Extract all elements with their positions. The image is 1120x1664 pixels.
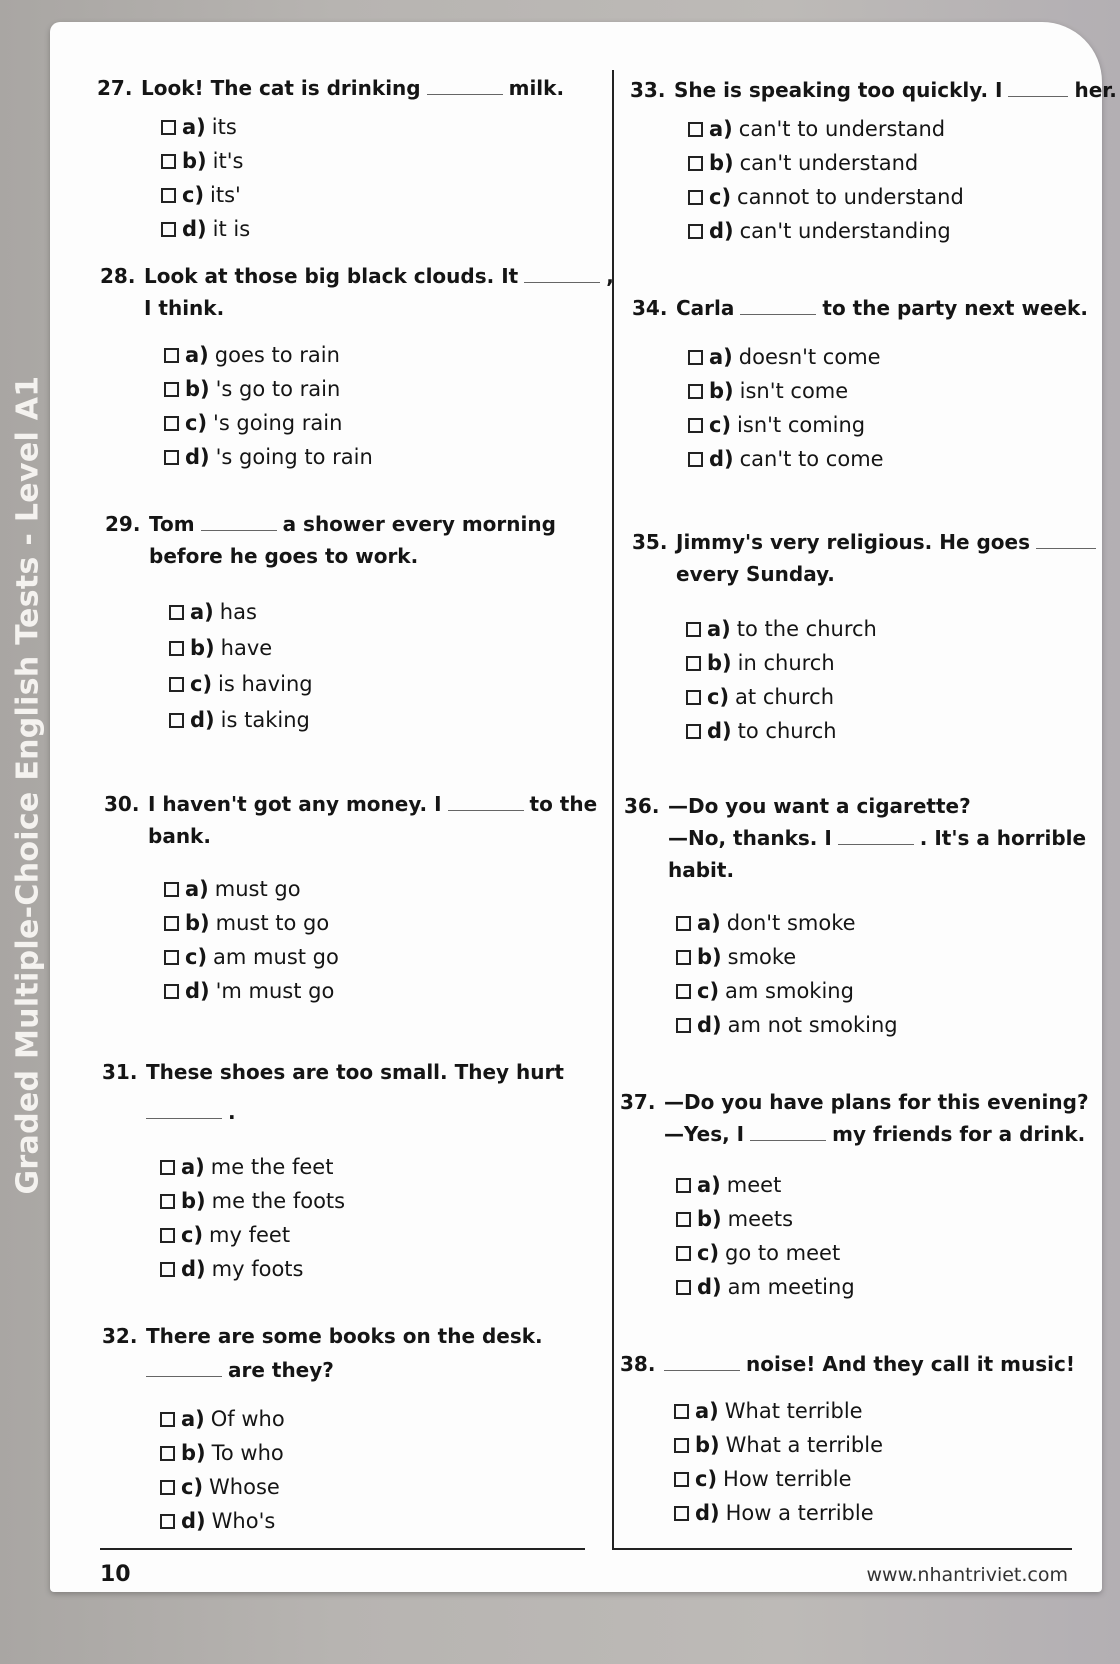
checkbox-icon[interactable]: [688, 122, 703, 137]
checkbox-icon[interactable]: [676, 1018, 691, 1033]
page-number: 10: [100, 1562, 131, 1587]
checkbox-icon[interactable]: [164, 882, 179, 897]
question-stem-line2: —No, thanks. I . It's a horrible: [668, 826, 1087, 850]
checkbox-icon[interactable]: [164, 348, 179, 363]
question-stem: These shoes are too small. They hurt: [146, 1060, 564, 1084]
option-a[interactable]: a) meet: [676, 1168, 855, 1202]
checkbox-icon[interactable]: [686, 656, 701, 671]
question-number: 32.: [102, 1324, 138, 1348]
option-d[interactable]: d) can't to come: [688, 442, 884, 476]
checkbox-icon[interactable]: [688, 452, 703, 467]
checkbox-icon[interactable]: [164, 450, 179, 465]
option-a[interactable]: a) me the feet: [160, 1150, 345, 1184]
checkbox-icon[interactable]: [674, 1438, 689, 1453]
question-number: 34.: [632, 296, 668, 320]
answer-blank: [1036, 534, 1096, 549]
answer-options: [169, 594, 313, 738]
option-d[interactable]: d) 'm must go: [164, 974, 339, 1008]
question-number: 27.: [97, 76, 133, 100]
checkbox-icon[interactable]: [688, 156, 703, 171]
option-c[interactable]: c) am must go: [164, 940, 339, 974]
answer-options: [674, 1394, 883, 1530]
checkbox-icon[interactable]: [688, 190, 703, 205]
answer-blank: [664, 1356, 740, 1371]
option-c[interactable]: c) its': [161, 178, 250, 212]
option-a[interactable]: a) its: [161, 110, 250, 144]
checkbox-icon[interactable]: [676, 1246, 691, 1261]
option-c[interactable]: c) go to meet: [676, 1236, 855, 1270]
question-stem: —Do you want a cigarette?: [668, 794, 971, 818]
question-stem: I haven't got any money. I to the: [148, 792, 598, 816]
checkbox-icon[interactable]: [686, 690, 701, 705]
option-c[interactable]: c) am smoking: [676, 974, 898, 1008]
answer-options: [688, 112, 964, 248]
option-d[interactable]: d) How a terrible: [674, 1496, 883, 1530]
option-d[interactable]: d) Who's: [160, 1504, 285, 1538]
question-number: 33.: [630, 78, 666, 102]
question-stem: Jimmy's very religious. He goes: [676, 528, 1102, 556]
checkbox-icon[interactable]: [688, 224, 703, 239]
checkbox-icon[interactable]: [164, 950, 179, 965]
checkbox-icon[interactable]: [164, 416, 179, 431]
option-a[interactable]: a) doesn't come: [688, 340, 884, 374]
option-b[interactable]: b) What a terrible: [674, 1428, 883, 1462]
option-a[interactable]: a) has: [169, 594, 313, 630]
checkbox-icon[interactable]: [686, 622, 701, 637]
option-a[interactable]: a) What terrible: [674, 1394, 883, 1428]
option-d[interactable]: d) my foots: [160, 1252, 345, 1286]
question-number: 35.: [632, 530, 668, 554]
option-b[interactable]: b) must to go: [164, 906, 339, 940]
checkbox-icon[interactable]: [676, 950, 691, 965]
answer-options: [676, 1168, 855, 1304]
checkbox-icon[interactable]: [676, 1178, 691, 1193]
answer-options: [686, 612, 877, 748]
question-stem-line2: before he goes to work.: [149, 544, 419, 568]
answer-options: [164, 872, 339, 1008]
checkbox-icon[interactable]: [160, 1160, 175, 1175]
option-c[interactable]: c) 's going rain: [164, 406, 373, 440]
column-divider: [612, 70, 614, 1550]
checkbox-icon[interactable]: [160, 1514, 175, 1529]
option-c[interactable]: c) at church: [686, 680, 877, 714]
checkbox-icon[interactable]: [169, 641, 184, 656]
question-stem-line2: are they?: [146, 1356, 334, 1384]
checkbox-icon[interactable]: [686, 724, 701, 739]
checkbox-icon[interactable]: [160, 1194, 175, 1209]
question-stem: There are some books on the desk.: [146, 1324, 543, 1348]
option-a[interactable]: a) can't to understand: [688, 112, 964, 146]
checkbox-icon[interactable]: [169, 605, 184, 620]
option-b[interactable]: b) To who: [160, 1436, 285, 1470]
question-number: 38.: [620, 1352, 656, 1376]
option-c[interactable]: c) isn't coming: [688, 408, 884, 442]
option-d[interactable]: d) is taking: [169, 702, 313, 738]
option-d[interactable]: d) it is: [161, 212, 250, 246]
checkbox-icon[interactable]: [688, 350, 703, 365]
book-spine-title: [6, 360, 50, 1210]
option-b[interactable]: b) 's go to rain: [164, 372, 373, 406]
answer-options: [688, 340, 884, 476]
option-d[interactable]: d) am meeting: [676, 1270, 855, 1304]
option-b[interactable]: b) in church: [686, 646, 877, 680]
spine-text: Graded Multiple-Choice English Tests - Level A1: [10, 375, 46, 1195]
answer-options: [676, 906, 898, 1042]
option-b[interactable]: b) isn't come: [688, 374, 884, 408]
option-a[interactable]: a) must go: [164, 872, 339, 906]
option-c[interactable]: c) Whose: [160, 1470, 285, 1504]
question-stem: Look! The cat is drinking milk.: [141, 76, 565, 100]
answer-blank: [750, 1126, 826, 1141]
question-stem-line2: —Yes, I my friends for a drink.: [664, 1122, 1086, 1146]
question-number: 37.: [620, 1090, 656, 1114]
answer-blank: [1008, 82, 1068, 97]
answer-blank: [524, 268, 600, 283]
checkbox-icon[interactable]: [161, 120, 176, 135]
option-c[interactable]: c) is having: [169, 666, 313, 702]
checkbox-icon[interactable]: [160, 1446, 175, 1461]
checkbox-icon[interactable]: [160, 1262, 175, 1277]
option-b[interactable]: b) can't understand: [688, 146, 964, 180]
checkbox-icon[interactable]: [676, 916, 691, 931]
footer-rule-left: [100, 1548, 585, 1550]
checkbox-icon[interactable]: [160, 1228, 175, 1243]
answer-blank: [740, 300, 816, 315]
question-stem-line2: I think.: [144, 296, 225, 320]
checkbox-icon[interactable]: [161, 188, 176, 203]
checkbox-icon[interactable]: [161, 154, 176, 169]
checkbox-icon[interactable]: [674, 1506, 689, 1521]
option-b[interactable]: b) it's: [161, 144, 250, 178]
checkbox-icon[interactable]: [676, 1212, 691, 1227]
answer-blank: [448, 796, 524, 811]
checkbox-icon[interactable]: [164, 984, 179, 999]
answer-blank: [201, 516, 277, 531]
checkbox-icon[interactable]: [688, 418, 703, 433]
footer-rule-right: [612, 1548, 1072, 1550]
option-a[interactable]: a) goes to rain: [164, 338, 373, 372]
option-b[interactable]: b) have: [169, 630, 313, 666]
question-stem: Tom a shower every morning: [149, 512, 556, 536]
checkbox-icon[interactable]: [169, 677, 184, 692]
question-number: 28.: [100, 264, 136, 288]
answer-options: [160, 1150, 345, 1286]
checkbox-icon[interactable]: [160, 1480, 175, 1495]
option-b[interactable]: b) meets: [676, 1202, 855, 1236]
answer-options: [160, 1402, 285, 1538]
question-stem-line2: bank.: [148, 824, 211, 848]
checkbox-icon[interactable]: [676, 984, 691, 999]
option-d[interactable]: d) can't understanding: [688, 214, 964, 248]
checkbox-icon[interactable]: [160, 1412, 175, 1427]
question-stem: —Do you have plans for this evening?: [664, 1090, 1089, 1114]
answer-options: [161, 110, 250, 246]
question-number: 30.: [104, 792, 140, 816]
option-c[interactable]: c) cannot to understand: [688, 180, 964, 214]
question-number: 31.: [102, 1060, 138, 1084]
question-stem: She is speaking too quickly. I her.: [674, 78, 1117, 102]
option-c[interactable]: c) How terrible: [674, 1462, 883, 1496]
option-b[interactable]: b) me the foots: [160, 1184, 345, 1218]
option-d[interactable]: d) 's going to rain: [164, 440, 373, 474]
question-stem: noise! And they call it music!: [664, 1350, 1075, 1378]
option-a[interactable]: a) Of who: [160, 1402, 285, 1436]
question-stem: Carla to the party next week.: [676, 296, 1088, 320]
question-number: 29.: [105, 512, 141, 536]
option-a[interactable]: a) don't smoke: [676, 906, 898, 940]
option-a[interactable]: a) to the church: [686, 612, 877, 646]
checkbox-icon[interactable]: [676, 1280, 691, 1295]
answer-blank: [427, 80, 503, 95]
option-b[interactable]: b) smoke: [676, 940, 898, 974]
publisher-website: www.nhantriviet.com: [866, 1564, 1068, 1586]
option-d[interactable]: d) to church: [686, 714, 877, 748]
checkbox-icon[interactable]: [169, 713, 184, 728]
checkbox-icon[interactable]: [161, 222, 176, 237]
checkbox-icon[interactable]: [164, 916, 179, 931]
answer-blank: [146, 1104, 222, 1119]
answer-blank: [146, 1362, 222, 1377]
answer-blank: [838, 830, 914, 845]
answer-options: [164, 338, 373, 474]
option-c[interactable]: c) my feet: [160, 1218, 345, 1252]
option-d[interactable]: d) am not smoking: [676, 1008, 898, 1042]
question-stem-line2: every Sunday.: [676, 562, 835, 586]
checkbox-icon[interactable]: [164, 382, 179, 397]
question-number: 36.: [624, 794, 660, 818]
question-stem-line2: .: [146, 1098, 236, 1126]
checkbox-icon[interactable]: [674, 1472, 689, 1487]
question-stem: Look at those big black clouds. It ,: [144, 264, 614, 288]
checkbox-icon[interactable]: [674, 1404, 689, 1419]
question-stem-line3: habit.: [668, 858, 735, 882]
checkbox-icon[interactable]: [688, 384, 703, 399]
